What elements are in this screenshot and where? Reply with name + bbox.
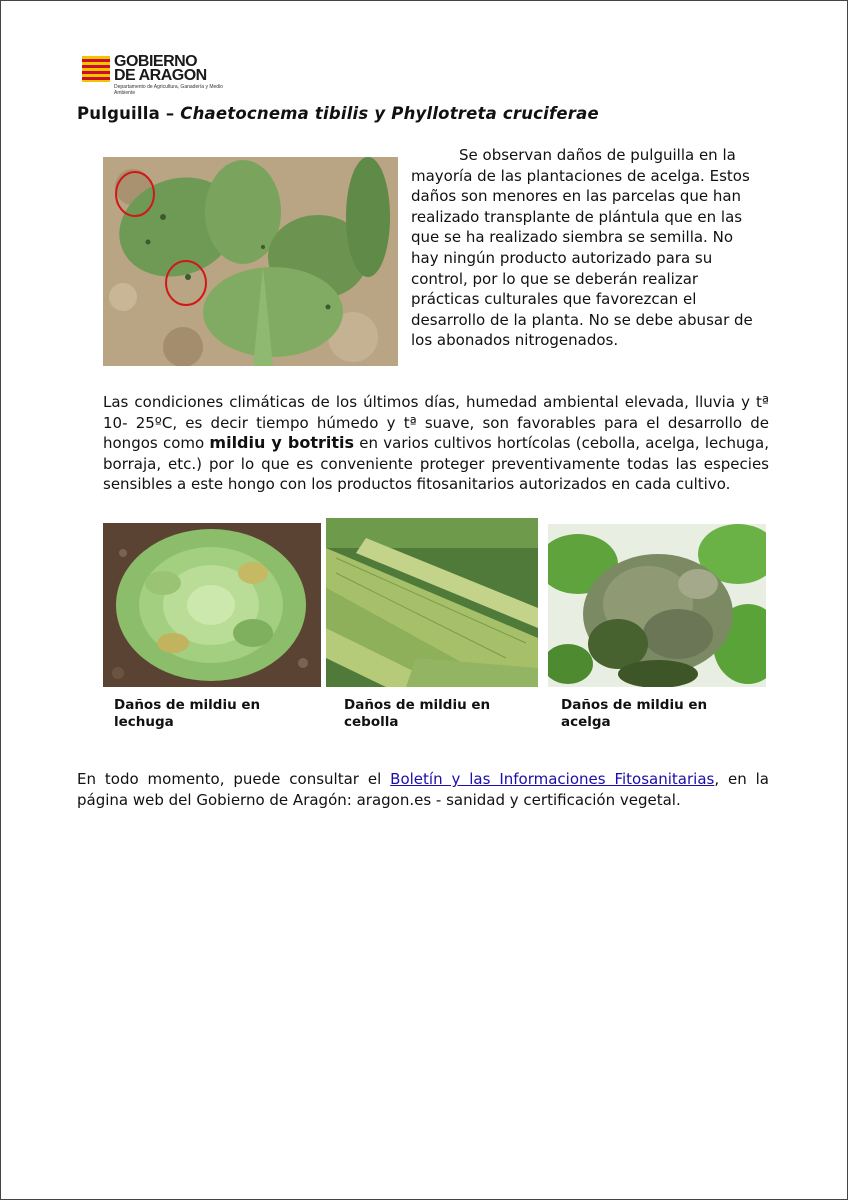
acelga-photo [548,524,766,687]
caption-acelga: Daños de mildiu en acelga [561,697,708,730]
mildiu-text-before: Las condiciones climáticas de los últimos días, humedad ambiental elevada, lluvia y tª 10- 25ºC, es decir tiempo húmedo y tª suave, son favorables para el desarrollo de hongos como [103,393,769,453]
lechuga-photo [103,523,321,687]
gobierno-aragon-logo [80,52,223,98]
mildiu-text-after: en varios cultivos hortícolas (cebolla, acelga, lechuga, borraja, etc.) por lo que es conveniente proteger preventivamente todas las especies sensibles a este hongo con los productos fitosanitarios autorizados en cada cultivo. [103,434,769,494]
mildiu-text-bold: mildiu y botritis [209,433,355,453]
footer-text-before: En todo momento, puede consultar el [77,770,391,788]
pulguilla-paragraph [411,145,761,351]
boletin-link[interactable]: Boletín y las Informaciones Fitosanitarias [390,770,715,788]
pulguilla-text: Se observan daños de pulguilla en la mayoría de las plantaciones de acelga. Estos daños son menores en las parcelas que han realizado transplante de plántula que en las que se ha realizado siembra se semilla. No hay ningún producto autorizado para su control, por lo que se deberán realizar prácticas culturales que favorezcan el desarrollo de la planta. No se debe abusar de los abonados nitrogenados. [411,146,753,350]
logo-subtitle: Departamento de Agricultura, Ganadería y Medio Ambiente [114,84,223,96]
footer-paragraph [77,769,769,811]
mildiu-paragraph [103,392,769,495]
page-title [77,104,599,123]
caption-lechuga: Daños de mildiu en lechuga [114,697,261,730]
logo-line1: GOBIERNO [114,53,198,70]
title-main: Pulguilla – [77,104,181,123]
title-species: Chaetocnema tibilis y Phyllotreta cruciferae [180,104,599,123]
logo-line2: DE ARAGON [114,67,207,84]
pulguilla-photo [103,157,398,366]
footer-text-after: , en la página web del Gobierno de Aragón: aragon.es - sanidad y certificación vegetal. [77,770,770,809]
aragon-flag-icon [82,56,110,82]
cebolla-photo [326,518,538,687]
caption-cebolla: Daños de mildiu en cebolla [344,697,491,730]
